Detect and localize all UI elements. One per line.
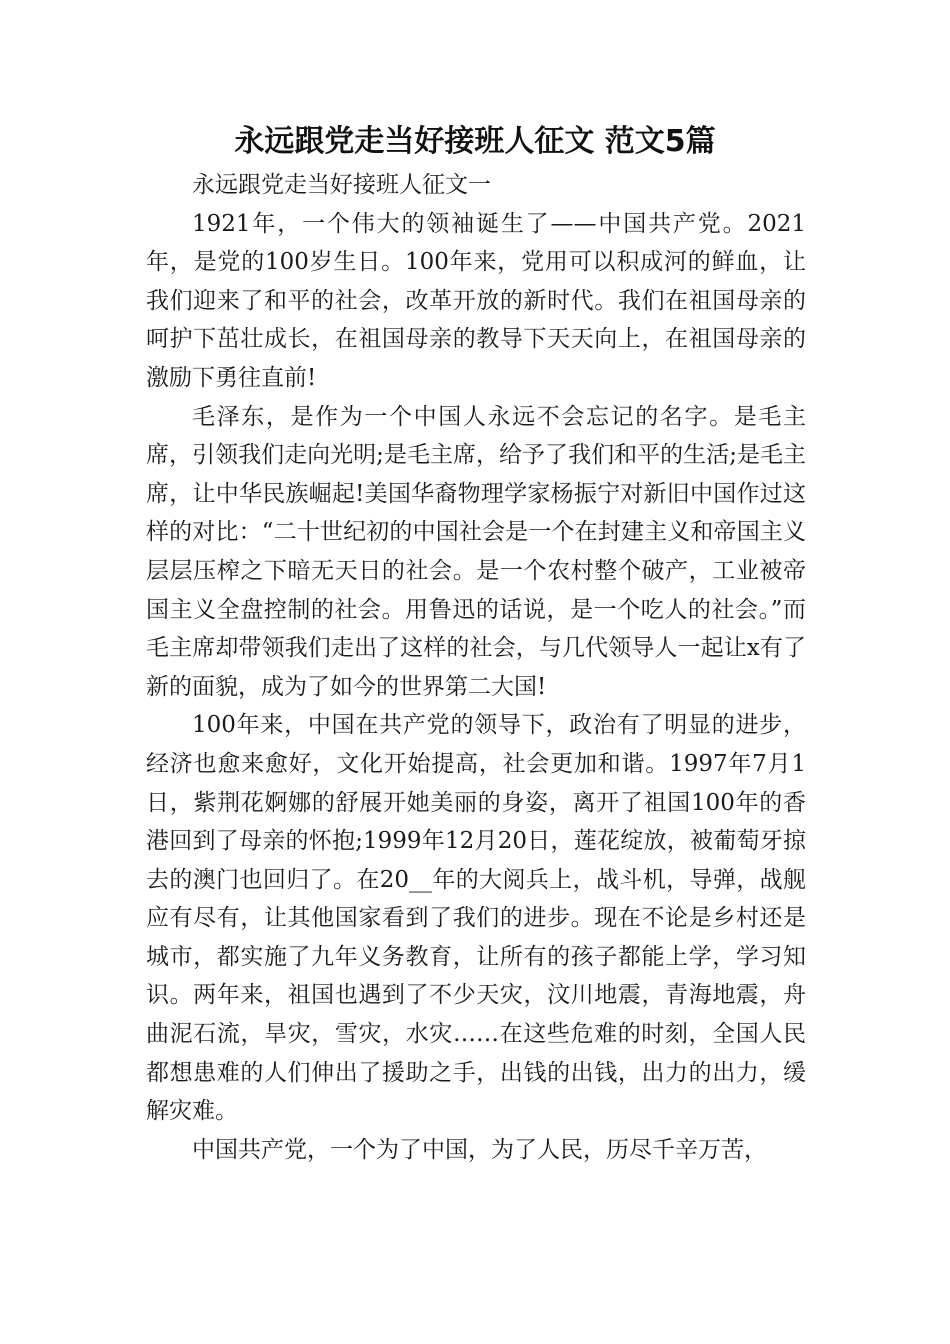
paragraph: 100年来，中国在共产党的领导下，政治有了明显的进步，经济也愈来愈好，文化开始提高，社会更加和谐。1997年7月1日，紫荆花婀娜的舒展开她美丽的身姿，离开了祖国100年的香港回到了母亲的怀抱;1999年12月20日，莲花绽放，被葡萄牙掠去的澳门也回归了。在20__年的大阅兵上，战斗机，导弹，战舰应有尽有，让其他国家看到了我们的进步。现在不论是乡村还是城市，都实施了九年义务教育，让所有的孩子都能上学，学习知识。两年来，祖国也遇到了不少天灾，汶川地震，青海地震，舟曲泥石流，旱灾，雪灾，水灾……在这些危难的时刻，全国人民都想患难的人们伸出了援助之手，出钱的出钱，出力的出力，缓解灾难。: [146, 712, 806, 1125]
document-title: 永远跟党走当好接班人征文 范文5篇: [234, 124, 716, 159]
document-body: [146, 166, 806, 1169]
paragraph: 中国共产党，一个为了中国，为了人民，历尽千辛万苦，: [192, 1136, 767, 1163]
paragraph: 毛泽东，是作为一个中国人永远不会忘记的名字。是毛主席，引领我们走向光明;是毛主席，给予了我们和平的生活;是毛主席，让中华民族崛起!美国华裔物理学家杨振宁对新旧中国作过这样的对比：“二十世纪初的中国社会是一个在封建主义和帝国主义层层压榨之下暗无天日的社会。是一个农村整个破产，工业被帝国主义全盘控制的社会。用鲁迅的话说，是一个吃人的社会。”而毛主席却带领我们走出了这样的社会，与几代领导人一起让x有了新的面貌，成为了如今的世界第二大国!: [146, 403, 806, 700]
paragraph: 1921年，一个伟大的领袖诞生了——中国共产党。2021年，是党的100岁生日。100年来，党用可以积成河的鲜血，让我们迎来了和平的社会，改革开放的新时代。我们在祖国母亲的呵护下茁壮成长，在祖国母亲的教导下天天向上，在祖国母亲的激励下勇往直前!: [146, 210, 806, 391]
section-heading: 永远跟党走当好接班人征文一: [192, 172, 491, 198]
